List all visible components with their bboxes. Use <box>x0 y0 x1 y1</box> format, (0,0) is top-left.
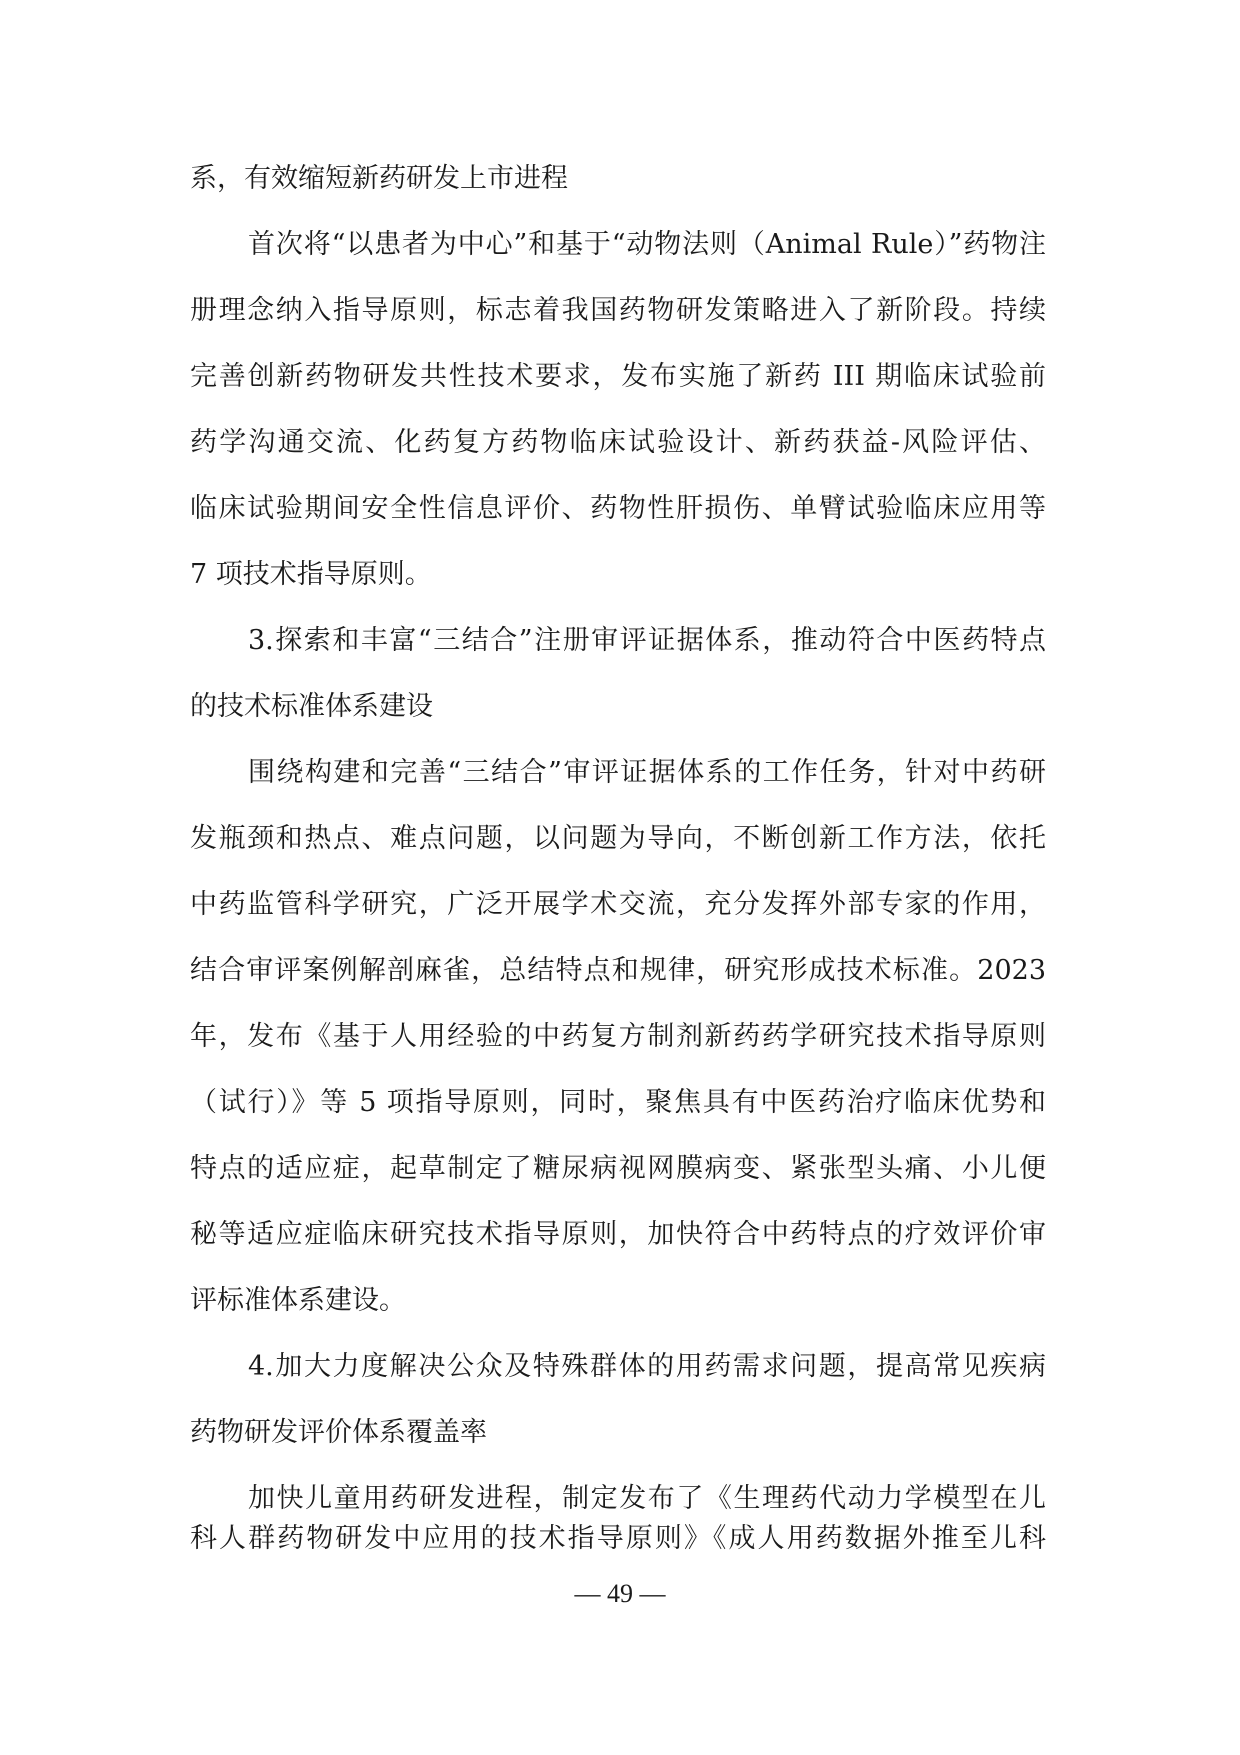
text-line: 评标准体系建设。 <box>190 1285 406 1316</box>
section-heading-line: 4.加大力度解决公众及特殊群体的用药需求问题，提高常见疾病 <box>248 1351 1046 1382</box>
text-line: 药学沟通交流、化药复方药物临床试验设计、新药获益-风险评估、 <box>190 427 1046 458</box>
text-line: 系，有效缩短新药研发上市进程 <box>190 163 568 194</box>
text-line: 临床试验期间安全性信息评价、药物性肝损伤、单臂试验临床应用等 <box>190 493 1046 524</box>
text-line: 首次将“以患者为中心”和基于“动物法则（Animal Rule）”药物注 <box>248 229 1046 260</box>
text-line: 7 项技术指导原则。 <box>190 559 432 590</box>
text-line: 中药监管科学研究，广泛开展学术交流，充分发挥外部专家的作用， <box>190 889 1046 920</box>
text-line: 结合审评案例解剖麻雀，总结特点和规律，研究形成技术标准。2023 <box>190 955 1046 986</box>
section-heading-line: 药物研发评价体系覆盖率 <box>190 1417 487 1448</box>
text-line: 秘等适应症临床研究技术指导原则，加快符合中药特点的疗效评价审 <box>190 1219 1046 1250</box>
text-line: （试行）》等 5 项指导原则，同时，聚焦具有中医药治疗临床优势和 <box>190 1087 1046 1118</box>
text-line: 加快儿童用药研发进程，制定发布了《生理药代动力学模型在儿 <box>248 1483 1046 1514</box>
section-heading-line: 的技术标准体系建设 <box>190 691 433 722</box>
text-line: 年，发布《基于人用经验的中药复方制剂新药药学研究技术指导原则 <box>190 1021 1046 1052</box>
text-line: 围绕构建和完善“三结合”审评证据体系的工作任务，针对中药研 <box>248 757 1046 788</box>
text-line: 发瓶颈和热点、难点问题，以问题为导向，不断创新工作方法，依托 <box>190 823 1046 854</box>
text-line: 册理念纳入指导原则，标志着我国药物研发策略进入了新阶段。持续 <box>190 295 1046 326</box>
text-line: 特点的适应症，起草制定了糖尿病视网膜病变、紧张型头痛、小儿便 <box>190 1153 1046 1184</box>
page-number: — 49 — <box>574 1579 666 1608</box>
text-line: 科人群药物研发中应用的技术指导原则》《成人用药数据外推至儿科 <box>190 1523 1046 1554</box>
section-heading-line: 3.探索和丰富“三结合”注册审评证据体系，推动符合中医药特点 <box>248 625 1046 656</box>
text-line: 完善创新药物研发共性技术要求，发布实施了新药 III 期临床试验前 <box>190 361 1046 392</box>
